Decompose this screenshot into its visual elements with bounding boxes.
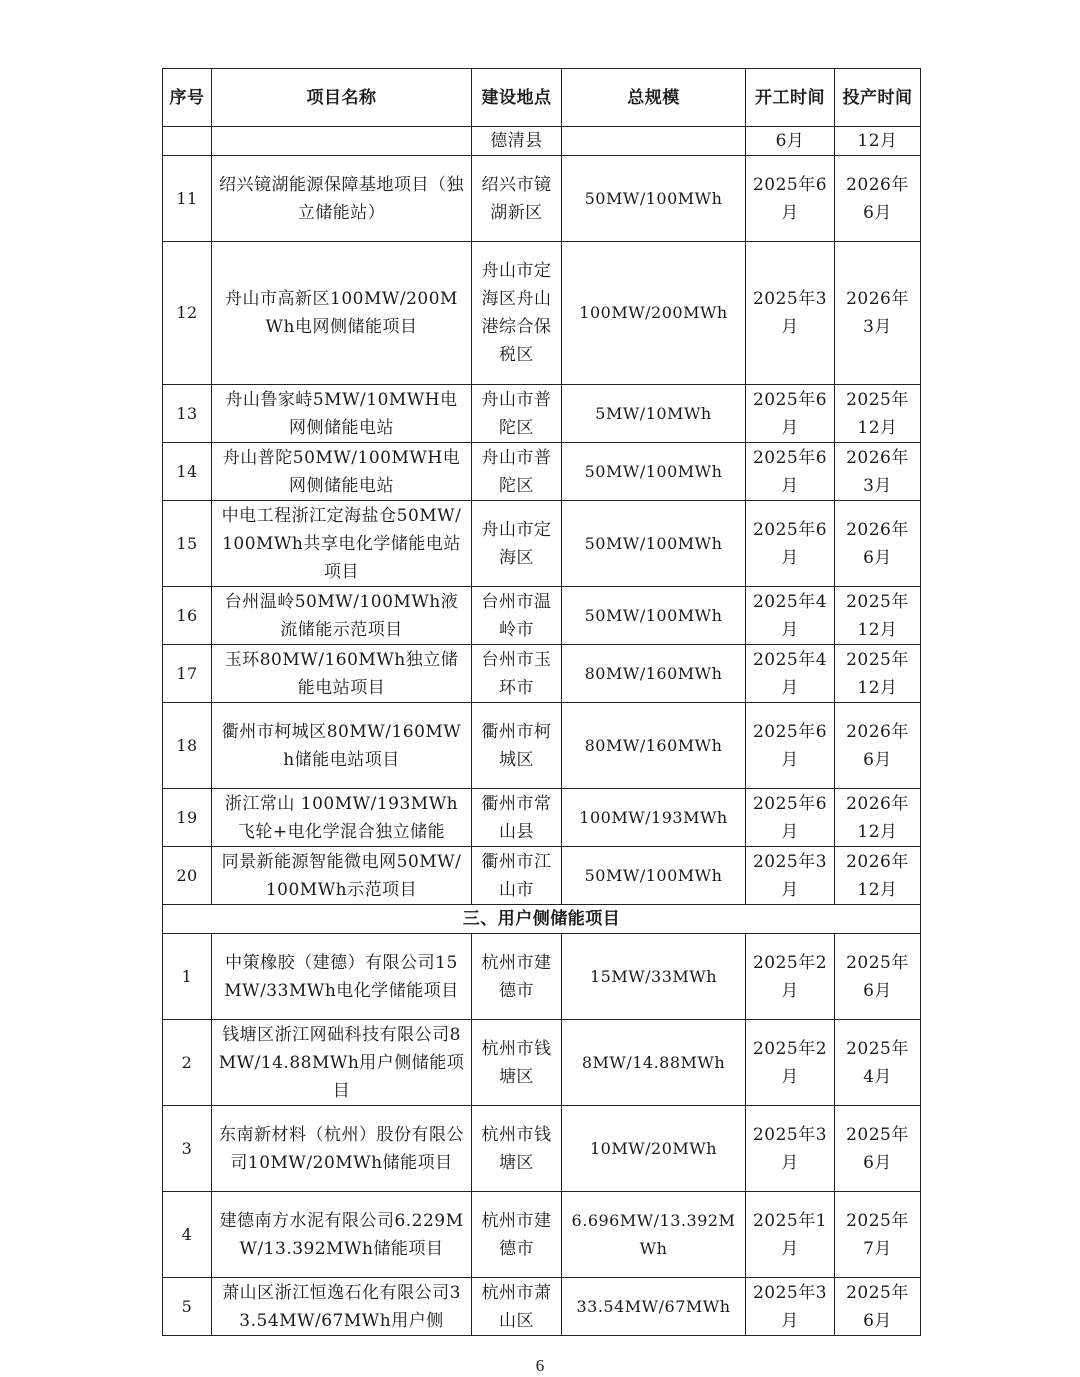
cell-start: 2025年6月 xyxy=(746,385,835,443)
table-row xyxy=(163,501,921,587)
cell-no: 19 xyxy=(163,789,212,847)
cell-location: 台州市温岭市 xyxy=(472,587,562,645)
table-row xyxy=(163,1278,921,1336)
cell-start: 2025年6月 xyxy=(746,501,835,587)
cell-name: 中策橡胶（建德）有限公司15MW/33MWh电化学储能项目 xyxy=(212,934,472,1020)
cell-no xyxy=(163,127,212,156)
cell-no: 4 xyxy=(163,1192,212,1278)
cell-no: 20 xyxy=(163,847,212,905)
table-row xyxy=(163,703,921,789)
cell-production: 2025年7月 xyxy=(835,1192,921,1278)
cell-scale: 50MW/100MWh xyxy=(562,587,746,645)
cell-no: 1 xyxy=(163,934,212,1020)
header-scale: 总规模 xyxy=(562,69,746,127)
cell-name: 绍兴镜湖能源保障基地项目（独立储能站） xyxy=(212,156,472,242)
table-row xyxy=(163,934,921,1020)
cell-production: 2025年6月 xyxy=(835,1106,921,1192)
table-row xyxy=(163,156,921,242)
cell-location: 杭州市钱塘区 xyxy=(472,1020,562,1106)
table-row xyxy=(163,385,921,443)
cell-start: 2025年6月 xyxy=(746,703,835,789)
cell-start: 2025年6月 xyxy=(746,443,835,501)
table-row xyxy=(163,645,921,703)
cell-production: 2025年6月 xyxy=(835,934,921,1020)
cell-production: 2025年12月 xyxy=(835,645,921,703)
cell-production: 2026年6月 xyxy=(835,156,921,242)
cell-location: 绍兴市镜湖新区 xyxy=(472,156,562,242)
cell-start: 6月 xyxy=(746,127,835,156)
cell-location: 德清县 xyxy=(472,127,562,156)
cell-scale: 33.54MW/67MWh xyxy=(562,1278,746,1336)
cell-no: 3 xyxy=(163,1106,212,1192)
table-row xyxy=(163,789,921,847)
cell-name: 台州温岭50MW/100MWh液流储能示范项目 xyxy=(212,587,472,645)
cell-name: 浙江常山 100MW/193MWh飞轮+电化学混合独立储能 xyxy=(212,789,472,847)
cell-start: 2025年2月 xyxy=(746,934,835,1020)
cell-no: 16 xyxy=(163,587,212,645)
cell-location: 舟山市普陀区 xyxy=(472,443,562,501)
cell-name: 同景新能源智能微电网50MW/100MWh示范项目 xyxy=(212,847,472,905)
cell-production: 2025年6月 xyxy=(835,1278,921,1336)
cell-name: 舟山市高新区100MW/200MWh电网侧储能项目 xyxy=(212,242,472,385)
cell-name: 中电工程浙江定海盐仓50MW/100MWh共享电化学储能电站项目 xyxy=(212,501,472,587)
table-row xyxy=(163,587,921,645)
page-number: 6 xyxy=(535,1356,545,1375)
cell-start: 2025年6月 xyxy=(746,789,835,847)
table-row xyxy=(163,1020,921,1106)
header-name: 项目名称 xyxy=(212,69,472,127)
table-row xyxy=(163,1106,921,1192)
cell-start: 2025年3月 xyxy=(746,1106,835,1192)
cell-name: 萧山区浙江恒逸石化有限公司33.54MW/67MWh用户侧 xyxy=(212,1278,472,1336)
cell-no: 14 xyxy=(163,443,212,501)
section-title: 三、用户侧储能项目 xyxy=(163,905,921,934)
cell-scale: 5MW/10MWh xyxy=(562,385,746,443)
cell-scale: 15MW/33MWh xyxy=(562,934,746,1020)
cell-no: 18 xyxy=(163,703,212,789)
header-start: 开工时间 xyxy=(746,69,835,127)
cell-scale: 50MW/100MWh xyxy=(562,443,746,501)
table-row xyxy=(163,847,921,905)
section-row xyxy=(163,905,921,934)
cell-scale: 50MW/100MWh xyxy=(562,156,746,242)
project-table xyxy=(162,68,921,1336)
cell-no: 12 xyxy=(163,242,212,385)
table-row xyxy=(163,242,921,385)
cell-scale: 8MW/14.88MWh xyxy=(562,1020,746,1106)
cell-production: 2025年4月 xyxy=(835,1020,921,1106)
cell-scale: 10MW/20MWh xyxy=(562,1106,746,1192)
cell-location: 杭州市建德市 xyxy=(472,934,562,1020)
cell-scale: 50MW/100MWh xyxy=(562,847,746,905)
cell-production: 2026年12月 xyxy=(835,789,921,847)
cell-start: 2025年4月 xyxy=(746,587,835,645)
cell-production: 2026年6月 xyxy=(835,703,921,789)
header-production: 投产时间 xyxy=(835,69,921,127)
cell-no: 2 xyxy=(163,1020,212,1106)
cell-production: 2026年3月 xyxy=(835,242,921,385)
cell-start: 2025年1月 xyxy=(746,1192,835,1278)
cell-location: 舟山市定海区 xyxy=(472,501,562,587)
cell-production: 12月 xyxy=(835,127,921,156)
header-no: 序号 xyxy=(163,69,212,127)
cell-no: 11 xyxy=(163,156,212,242)
cell-location: 衢州市柯城区 xyxy=(472,703,562,789)
cell-name: 衢州市柯城区80MW/160MWh储能电站项目 xyxy=(212,703,472,789)
cell-scale: 80MW/160MWh xyxy=(562,645,746,703)
table-row xyxy=(163,443,921,501)
cell-location: 舟山市定海区舟山港综合保税区 xyxy=(472,242,562,385)
cell-location: 舟山市普陀区 xyxy=(472,385,562,443)
cell-no: 5 xyxy=(163,1278,212,1336)
cell-scale: 6.696MW/13.392MWh xyxy=(562,1192,746,1278)
cell-no: 13 xyxy=(163,385,212,443)
cell-name: 建德南方水泥有限公司6.229MW/13.392MWh储能项目 xyxy=(212,1192,472,1278)
cell-name: 玉环80MW/160MWh独立储能电站项目 xyxy=(212,645,472,703)
cell-production: 2025年12月 xyxy=(835,385,921,443)
cell-production: 2025年12月 xyxy=(835,587,921,645)
cell-name xyxy=(212,127,472,156)
cell-no: 15 xyxy=(163,501,212,587)
table-row xyxy=(163,127,921,156)
cell-start: 2025年3月 xyxy=(746,847,835,905)
cell-location: 杭州市钱塘区 xyxy=(472,1106,562,1192)
cell-name: 舟山普陀50MW/100MWH电网侧储能电站 xyxy=(212,443,472,501)
cell-no: 17 xyxy=(163,645,212,703)
cell-location: 衢州市江山市 xyxy=(472,847,562,905)
cell-start: 2025年2月 xyxy=(746,1020,835,1106)
table-row xyxy=(163,1192,921,1278)
table-header-row xyxy=(163,69,921,127)
cell-name: 舟山鲁家峙5MW/10MWH电网侧储能电站 xyxy=(212,385,472,443)
cell-start: 2025年3月 xyxy=(746,242,835,385)
cell-location: 台州市玉环市 xyxy=(472,645,562,703)
cell-production: 2026年6月 xyxy=(835,501,921,587)
cell-scale: 100MW/200MWh xyxy=(562,242,746,385)
cell-scale: 80MW/160MWh xyxy=(562,703,746,789)
cell-production: 2026年3月 xyxy=(835,443,921,501)
cell-location: 杭州市萧山区 xyxy=(472,1278,562,1336)
cell-scale: 50MW/100MWh xyxy=(562,501,746,587)
cell-scale xyxy=(562,127,746,156)
cell-start: 2025年6月 xyxy=(746,156,835,242)
cell-scale: 100MW/193MWh xyxy=(562,789,746,847)
cell-name: 钱塘区浙江网础科技有限公司8MW/14.88MWh用户侧储能项目 xyxy=(212,1020,472,1106)
cell-start: 2025年4月 xyxy=(746,645,835,703)
cell-start: 2025年3月 xyxy=(746,1278,835,1336)
header-location: 建设地点 xyxy=(472,69,562,127)
cell-production: 2026年12月 xyxy=(835,847,921,905)
cell-name: 东南新材料（杭州）股份有限公司10MW/20MWh储能项目 xyxy=(212,1106,472,1192)
table-body xyxy=(163,127,921,1336)
cell-location: 衢州市常山县 xyxy=(472,789,562,847)
cell-location: 杭州市建德市 xyxy=(472,1192,562,1278)
